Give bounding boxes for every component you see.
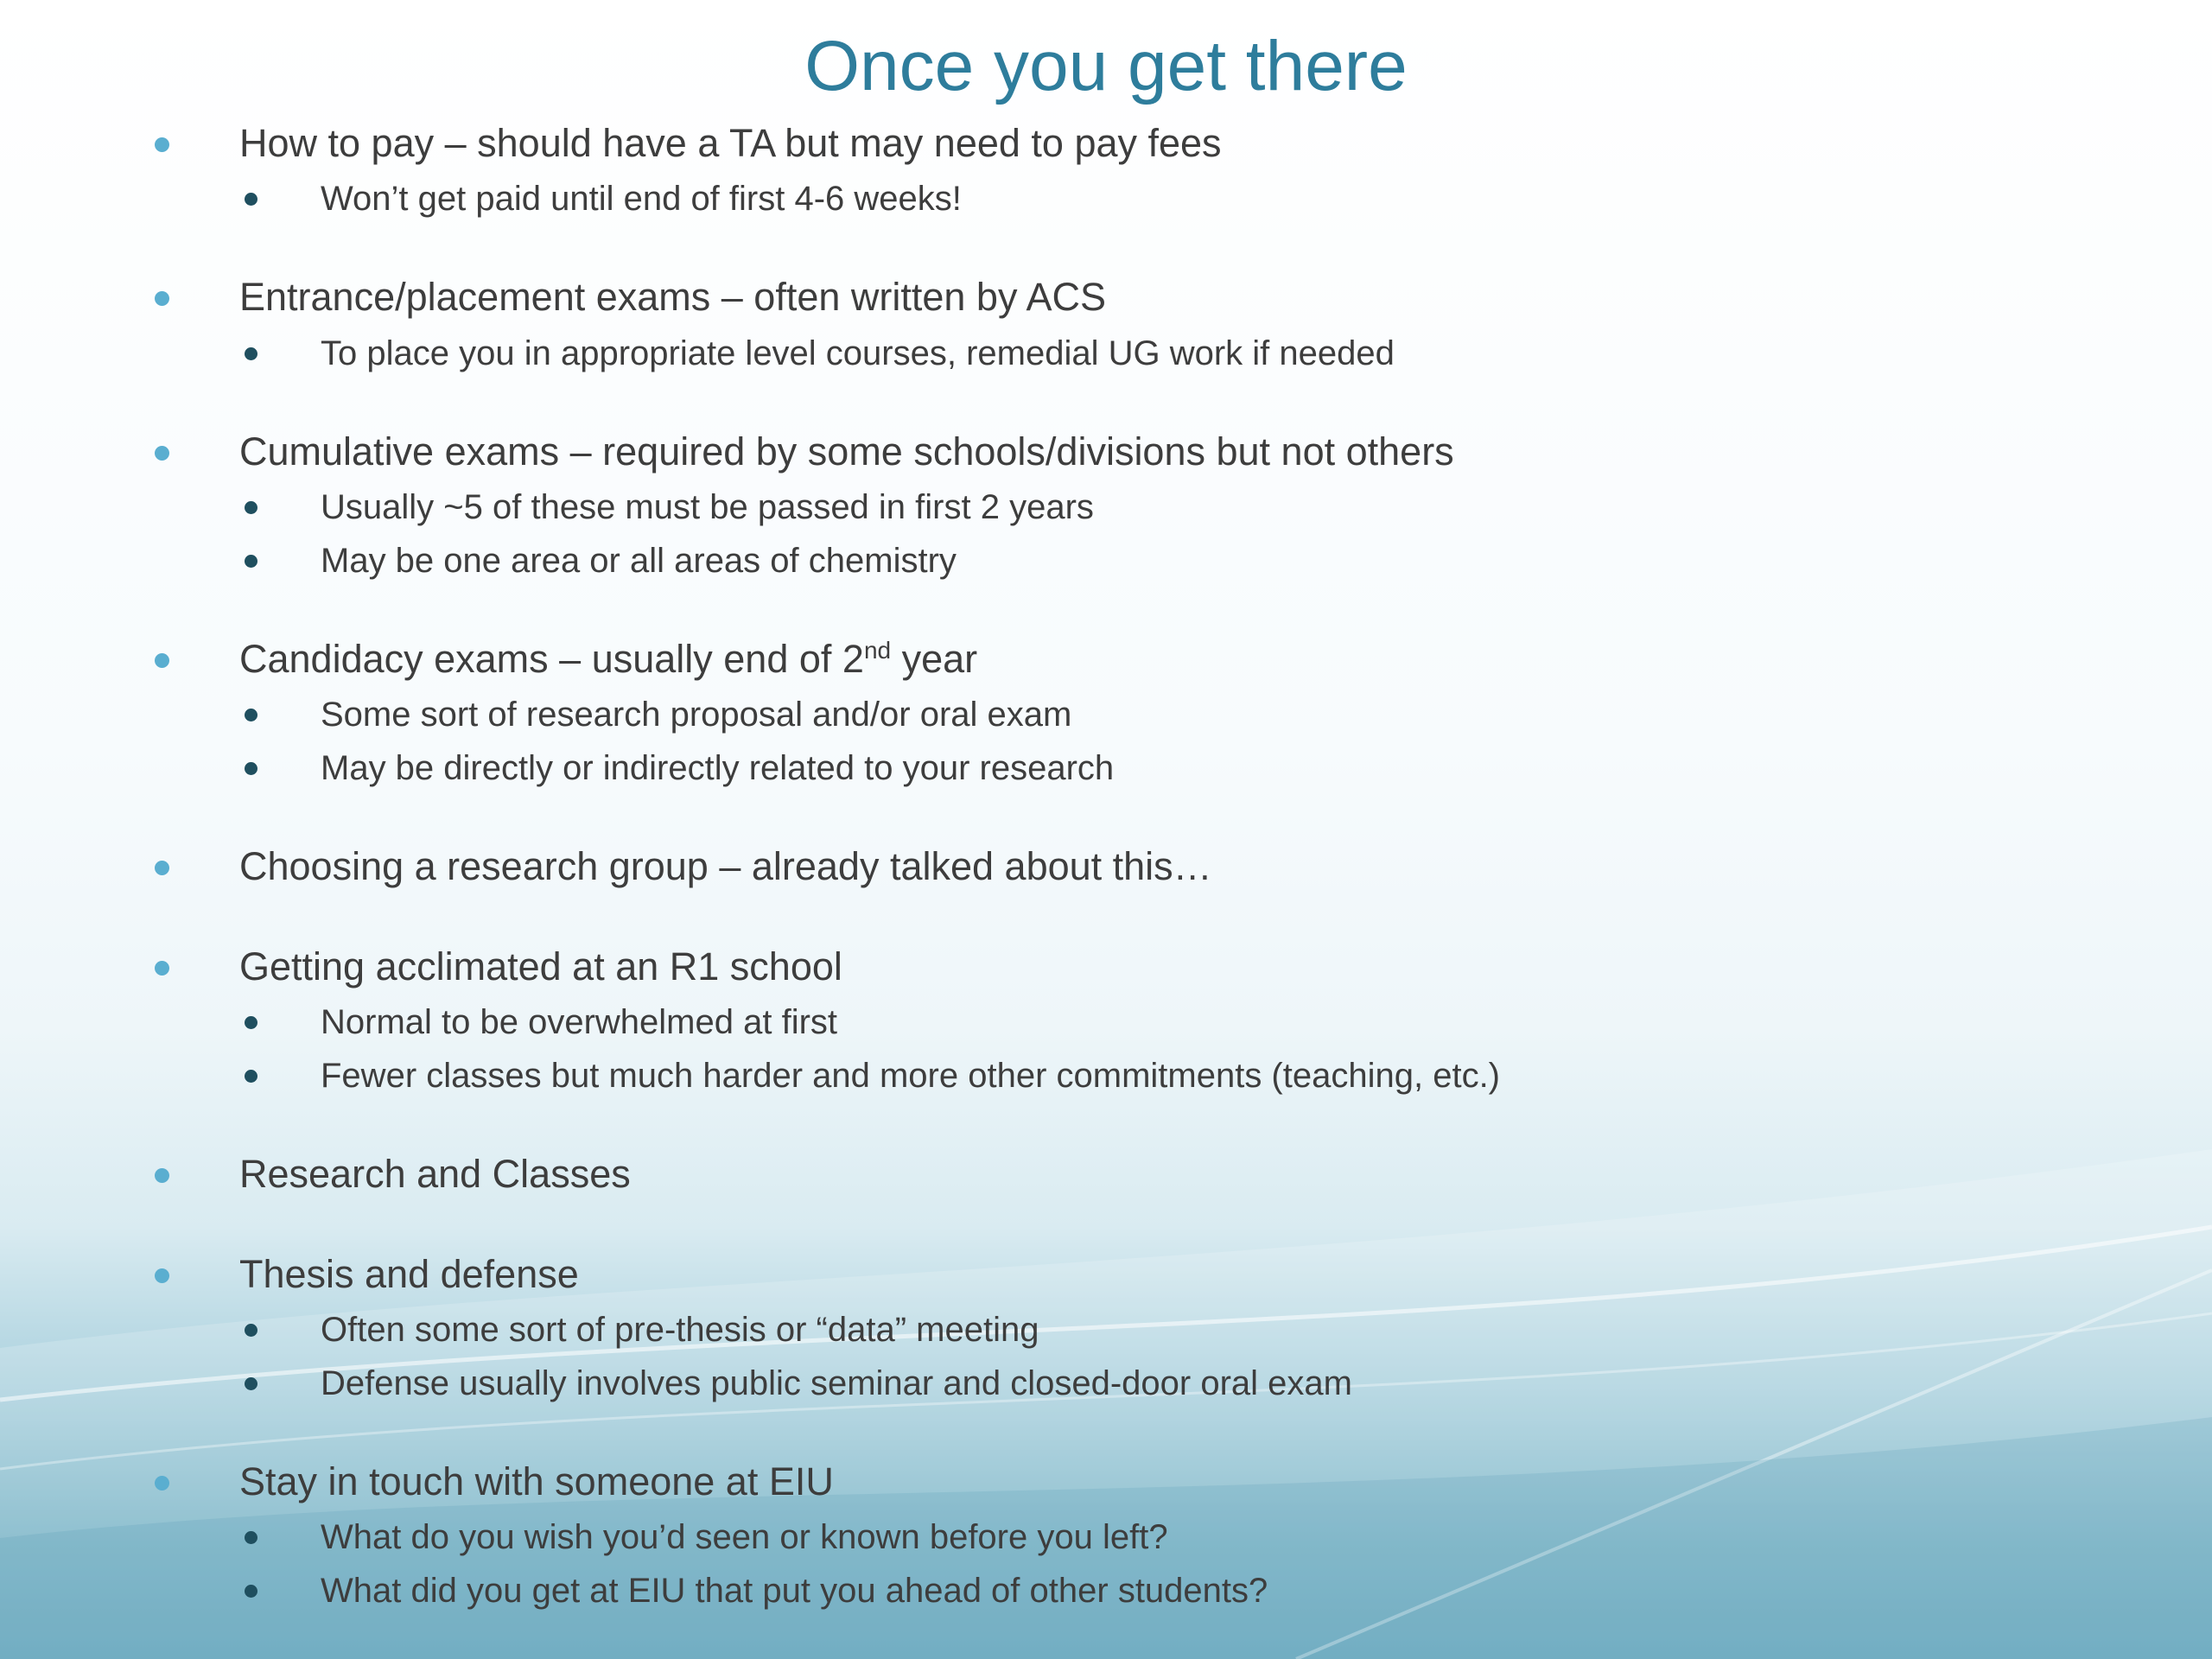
bullet-item: How to pay – should have a TA but may need to pay fees [239, 119, 1222, 168]
sub-bullet-item: Won’t get paid until end of first 4-6 weeks! [321, 177, 962, 220]
sub-bullet-item: Defense usually involves public seminar and closed-door oral exam [321, 1362, 1352, 1405]
sub-bullet-item: What did you get at EIU that put you ahead of other students? [321, 1569, 1268, 1612]
sub-bullet-item: To place you in appropriate level courses, remedial UG work if needed [321, 332, 1395, 375]
bullet-text: Candidacy exams – usually end of 2 [239, 637, 864, 681]
superscript: nd [863, 637, 892, 664]
sub-bullet-item: Fewer classes but much harder and more other commitments (teaching, etc.) [321, 1054, 1500, 1097]
bullet-item: Stay in touch with someone at EIU [239, 1458, 834, 1506]
bullet-item: Cumulative exams – required by some schools/divisions but not others [239, 428, 1454, 476]
slide-title: Once you get there [804, 27, 1408, 105]
bullet-item: Getting acclimated at an R1 school [239, 943, 842, 991]
bullet-item: Choosing a research group – already talked about this… [239, 842, 1212, 891]
bullet-item: Research and Classes [239, 1150, 631, 1198]
sub-bullet-item: May be directly or indirectly related to your research [321, 747, 1114, 790]
sub-bullet-item: May be one area or all areas of chemistry [321, 539, 957, 582]
sub-bullet-item: Normal to be overwhelmed at first [321, 1001, 837, 1044]
bullet-item: Thesis and defense [239, 1250, 579, 1299]
bullet-item [239, 635, 977, 683]
sub-bullet-item: Usually ~5 of these must be passed in first 2 years [321, 486, 1094, 529]
sub-bullet-item: Some sort of research proposal and/or oral exam [321, 693, 1071, 736]
sub-bullet-item: What do you wish you’d seen or known before you left? [321, 1516, 1168, 1559]
sub-bullet-item: Often some sort of pre-thesis or “data” meeting [321, 1308, 1039, 1351]
bullet-item: Entrance/placement exams – often written by ACS [239, 273, 1106, 321]
bullet-text: year [891, 637, 978, 681]
